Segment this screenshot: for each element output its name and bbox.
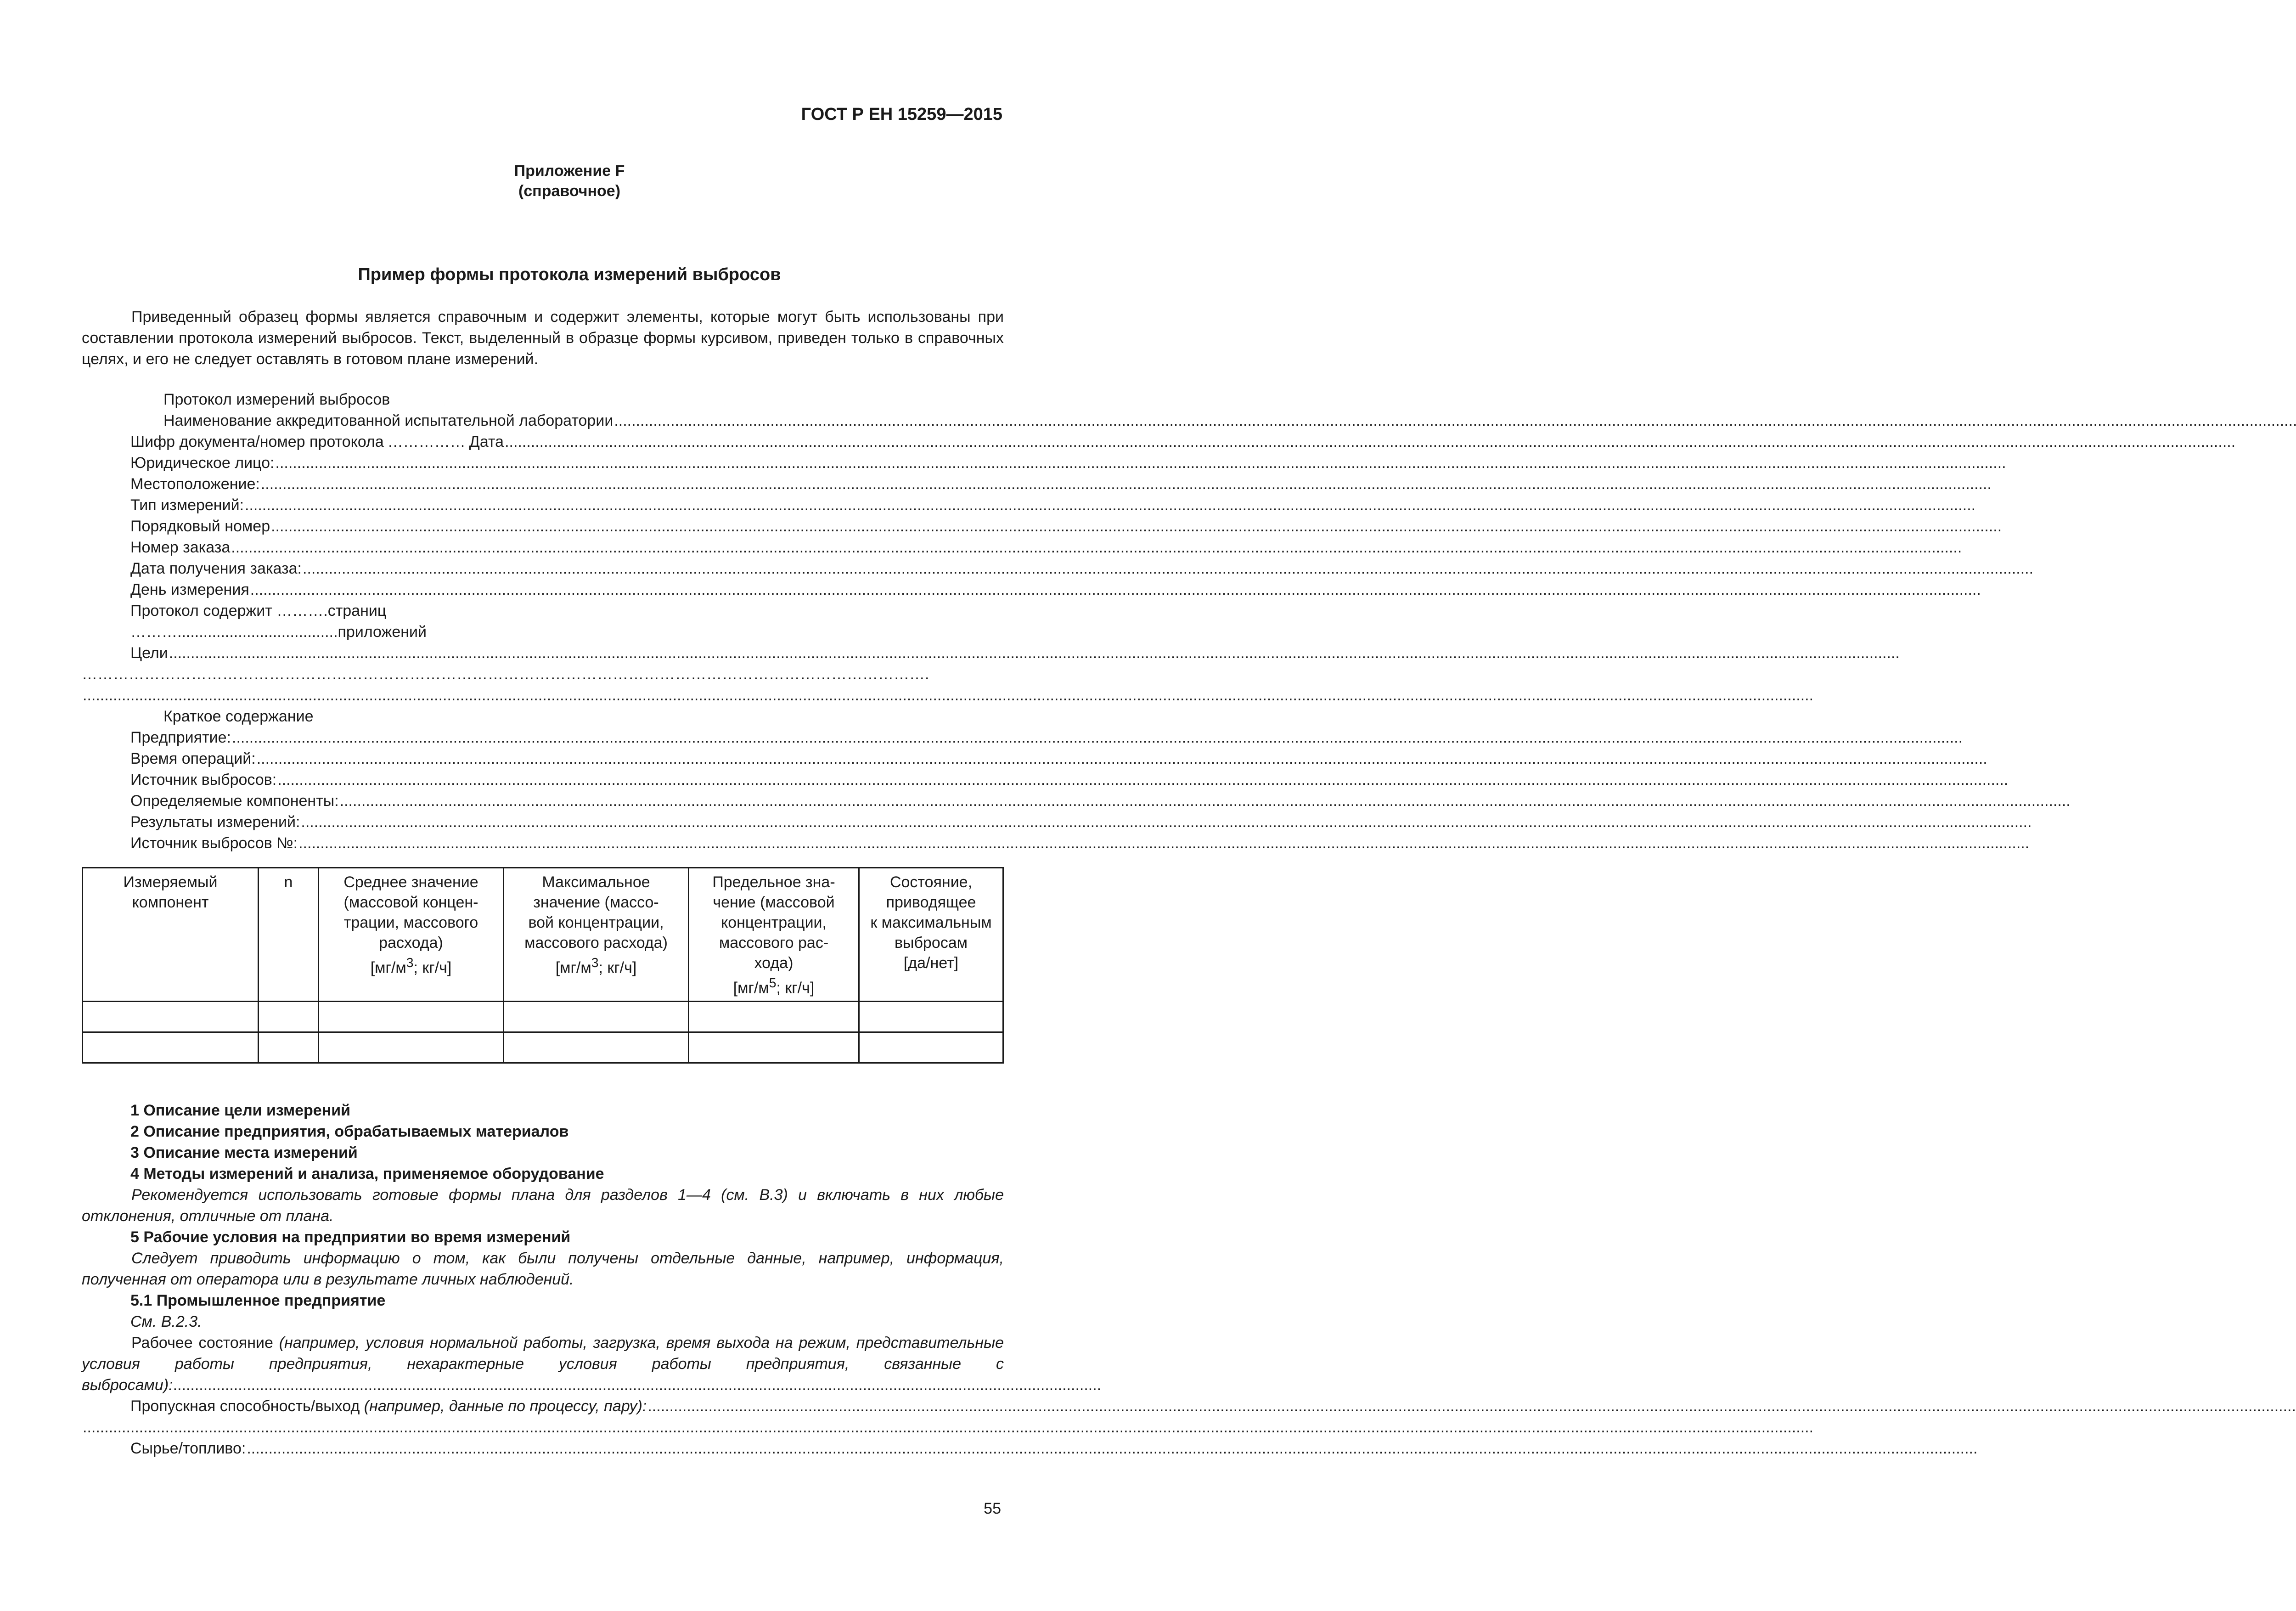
section-4-note [82, 1184, 1004, 1227]
form-line-lab [163, 410, 1004, 431]
form-line-order-date [130, 558, 1004, 579]
form-line-type [130, 495, 1004, 516]
table-header-row [83, 868, 1003, 1002]
unit-sup: 3 [406, 956, 414, 970]
measurement-type-label: Тип измерений: [130, 496, 244, 514]
col-maximum-line: массового расхода) [524, 934, 668, 952]
col-state-line: к максимальным [870, 914, 992, 931]
section-4-note-text: Рекомендуется использовать готовые формы плана для разделов 1—4 (см. В.3) и включать в них любые отклонения, отличные от плана. [82, 1186, 1004, 1225]
col-state-line: [да/нет] [903, 954, 959, 972]
table-cell[interactable] [859, 1032, 1003, 1063]
main-title: Пример формы протокола измерений выбросов [358, 265, 781, 284]
location-label: Местоположение: [130, 475, 260, 493]
results-label: Результаты измерений: [130, 813, 300, 831]
pages-label: страниц [327, 602, 387, 620]
col-limit-line: хода) [754, 954, 793, 972]
goals-line-1: ………………………………………………………………………………………………………………………………………………. [82, 665, 929, 683]
form-line-day [130, 579, 1004, 600]
unit-text: ; кг/ч] [598, 959, 637, 977]
table-cell[interactable] [83, 1032, 259, 1063]
table-row [83, 1032, 1003, 1063]
form-line-results [130, 811, 1004, 833]
work-state-label: Рабочее состояние [131, 1334, 273, 1352]
legal-entity-label: Юридическое лицо: [130, 454, 275, 472]
col-limit-line: концентрации, [720, 914, 827, 931]
form-line-pages [130, 600, 386, 621]
page-number: 55 [984, 1500, 1001, 1517]
emission-source-no-label: Источник выбросов №: [130, 834, 298, 852]
col-state [859, 868, 1003, 1002]
col-average-line: расхода) [379, 934, 443, 952]
col-maximum-line: вой концентрации, [528, 914, 664, 931]
raw-fuel-label: Сырье/топливо: [130, 1440, 246, 1457]
appendix-dots: ………..................................... [130, 623, 338, 641]
table-cell[interactable] [689, 1032, 859, 1063]
form-line-order [130, 537, 1004, 558]
form-line-raw-fuel [130, 1438, 1004, 1459]
summary-title: Краткое содержание [163, 708, 314, 725]
col-average-unit [322, 953, 500, 978]
table-cell[interactable] [259, 1032, 319, 1063]
serial-number-label: Порядковый номер [130, 518, 270, 535]
section-2-heading: 2 Описание предприятия, обрабатываемых материалов [130, 1123, 569, 1140]
col-component-line: Измеряемый [123, 873, 218, 891]
table-cell[interactable] [504, 1002, 689, 1032]
document-code: ГОСТ Р ЕН 15259—2015 [801, 105, 1002, 124]
col-component-line: компонент [132, 894, 209, 911]
col-average-line: трации, массового [343, 914, 478, 931]
measurement-day-label: День измерения [130, 581, 249, 598]
form-line-legal [130, 452, 1004, 473]
components-label: Определяемые компоненты: [130, 792, 339, 810]
work-state-note: (например, условия нормальной работы, загрузка, время выхода на режим, представительные условия работы предприятия, нехарактерные условия работы предприятия, связанные с выбросами): [82, 1334, 1004, 1394]
annex-title: Приложение F [514, 162, 625, 180]
enterprise-label: Предприятие: [130, 729, 231, 746]
table-cell[interactable] [504, 1032, 689, 1063]
col-average-line: (массовой концен- [343, 894, 478, 911]
col-maximum-line: Максимальное [542, 873, 650, 891]
section-5-note [82, 1248, 1004, 1290]
col-state-line: приводящее [886, 894, 976, 911]
throughput-line-2 [82, 1417, 1004, 1438]
throughput-note: (например, данные по процессу, пару): [364, 1397, 647, 1415]
table-cell[interactable] [319, 1032, 504, 1063]
results-table [82, 867, 1004, 1064]
col-limit-line: массового рас- [719, 934, 829, 952]
form-line-throughput [130, 1396, 1004, 1417]
col-n [259, 868, 319, 1002]
table-cell[interactable] [689, 1002, 859, 1032]
col-limit [689, 868, 859, 1002]
form-line-enterprise [130, 727, 1004, 748]
form-line-cipher [130, 431, 1004, 452]
form-line-location [130, 473, 1004, 495]
table-cell[interactable] [83, 1002, 259, 1032]
lab-name-label: Наименование аккредитованной испытательной лаборатории [163, 412, 613, 429]
unit-sup: 5 [769, 976, 777, 991]
section-1-heading: 1 Описание цели измерений [130, 1102, 351, 1119]
col-state-line: Состояние, [889, 873, 973, 891]
section-5-note-text: Следует приводить информацию о том, как были получены отдельные данные, например, информация, полученная от оператора или в результате личных наблюдений. [82, 1250, 1004, 1288]
col-average-line: Среднее значение [343, 873, 478, 891]
col-n-line: n [284, 873, 293, 891]
table-cell[interactable] [859, 1002, 1003, 1032]
work-state-paragraph: Рабочее состояние (например, условия нормальной работы, загрузка, время выхода на режим, представительные условия работы предприятия, нехарактерные условия работы предприятия, связанные с выбросами):...................................................................................................................................................................................................................... [82, 1334, 1102, 1394]
unit-text: [мг/м [370, 959, 406, 977]
order-date-label: Дата получения заказа: [130, 560, 302, 577]
protocol-contains-label: Протокол содержит [130, 602, 272, 620]
col-maximum-line: значение (массо- [533, 894, 659, 911]
col-limit-unit [692, 973, 855, 998]
unit-text: ; кг/ч] [413, 959, 452, 977]
doc-cipher-label: Шифр документа/номер протокола [130, 433, 384, 451]
protocol-title: Протокол измерений выбросов [163, 391, 390, 408]
form-line-appendices [130, 621, 427, 642]
col-component [83, 868, 259, 1002]
form-line-serial [130, 516, 1004, 537]
section-5-1-ref: См. В.2.3. [130, 1313, 202, 1330]
intro-paragraph [82, 306, 1004, 370]
table-cell[interactable] [319, 1002, 504, 1032]
section-5-heading: 5 Рабочие условия на предприятии во время измерений [130, 1228, 571, 1246]
annex-subtitle: (справочное) [518, 182, 621, 200]
col-limit-line: чение (массовой [713, 894, 835, 911]
order-number-label: Номер заказа [130, 539, 231, 556]
date-label: Дата [469, 433, 504, 451]
section-3-heading: 3 Описание места измерений [130, 1144, 358, 1161]
table-cell[interactable] [259, 1002, 319, 1032]
unit-text: [мг/м [733, 979, 769, 997]
doc-cipher-dots: …………… [387, 433, 466, 451]
emission-source-label: Источник выбросов: [130, 771, 277, 789]
section-4-heading: 4 Методы измерений и анализа, применяемое оборудование [130, 1165, 604, 1183]
col-maximum [504, 868, 689, 1002]
operation-time-label: Время операций: [130, 750, 256, 767]
table-row [83, 1002, 1003, 1032]
unit-text: [мг/м [555, 959, 591, 977]
form-line-components [130, 790, 1004, 811]
appendices-label: приложений [338, 623, 427, 641]
throughput-label: Пропускная способность/выход [130, 1397, 360, 1415]
pages-dots: ………. [276, 602, 328, 620]
section-5-1-heading: 5.1 Промышленное предприятие [130, 1292, 386, 1309]
form-line-source-no [130, 833, 1004, 854]
goals-label: Цели [130, 644, 168, 662]
goals-line-2 [82, 685, 1004, 706]
form-line-emission-source [130, 769, 1004, 790]
form-line-goals [130, 642, 1004, 664]
col-limit-line: Предельное зна- [712, 873, 835, 891]
unit-text: ; кг/ч] [776, 979, 815, 997]
col-average [319, 868, 504, 1002]
col-state-line: выбросам [894, 934, 968, 952]
col-maximum-unit [507, 953, 685, 978]
unit-sup: 3 [591, 956, 599, 970]
intro-text: Приведенный образец формы является справочным и содержит элементы, которые могут быть использованы при составлении протокола измерений выбросов. Текст, выделенный в образце формы курсивом, приведен только в справочных целях, и его не следует оставлять в готовом плане измерений. [82, 308, 1004, 368]
form-line-operation-time [130, 748, 1004, 769]
